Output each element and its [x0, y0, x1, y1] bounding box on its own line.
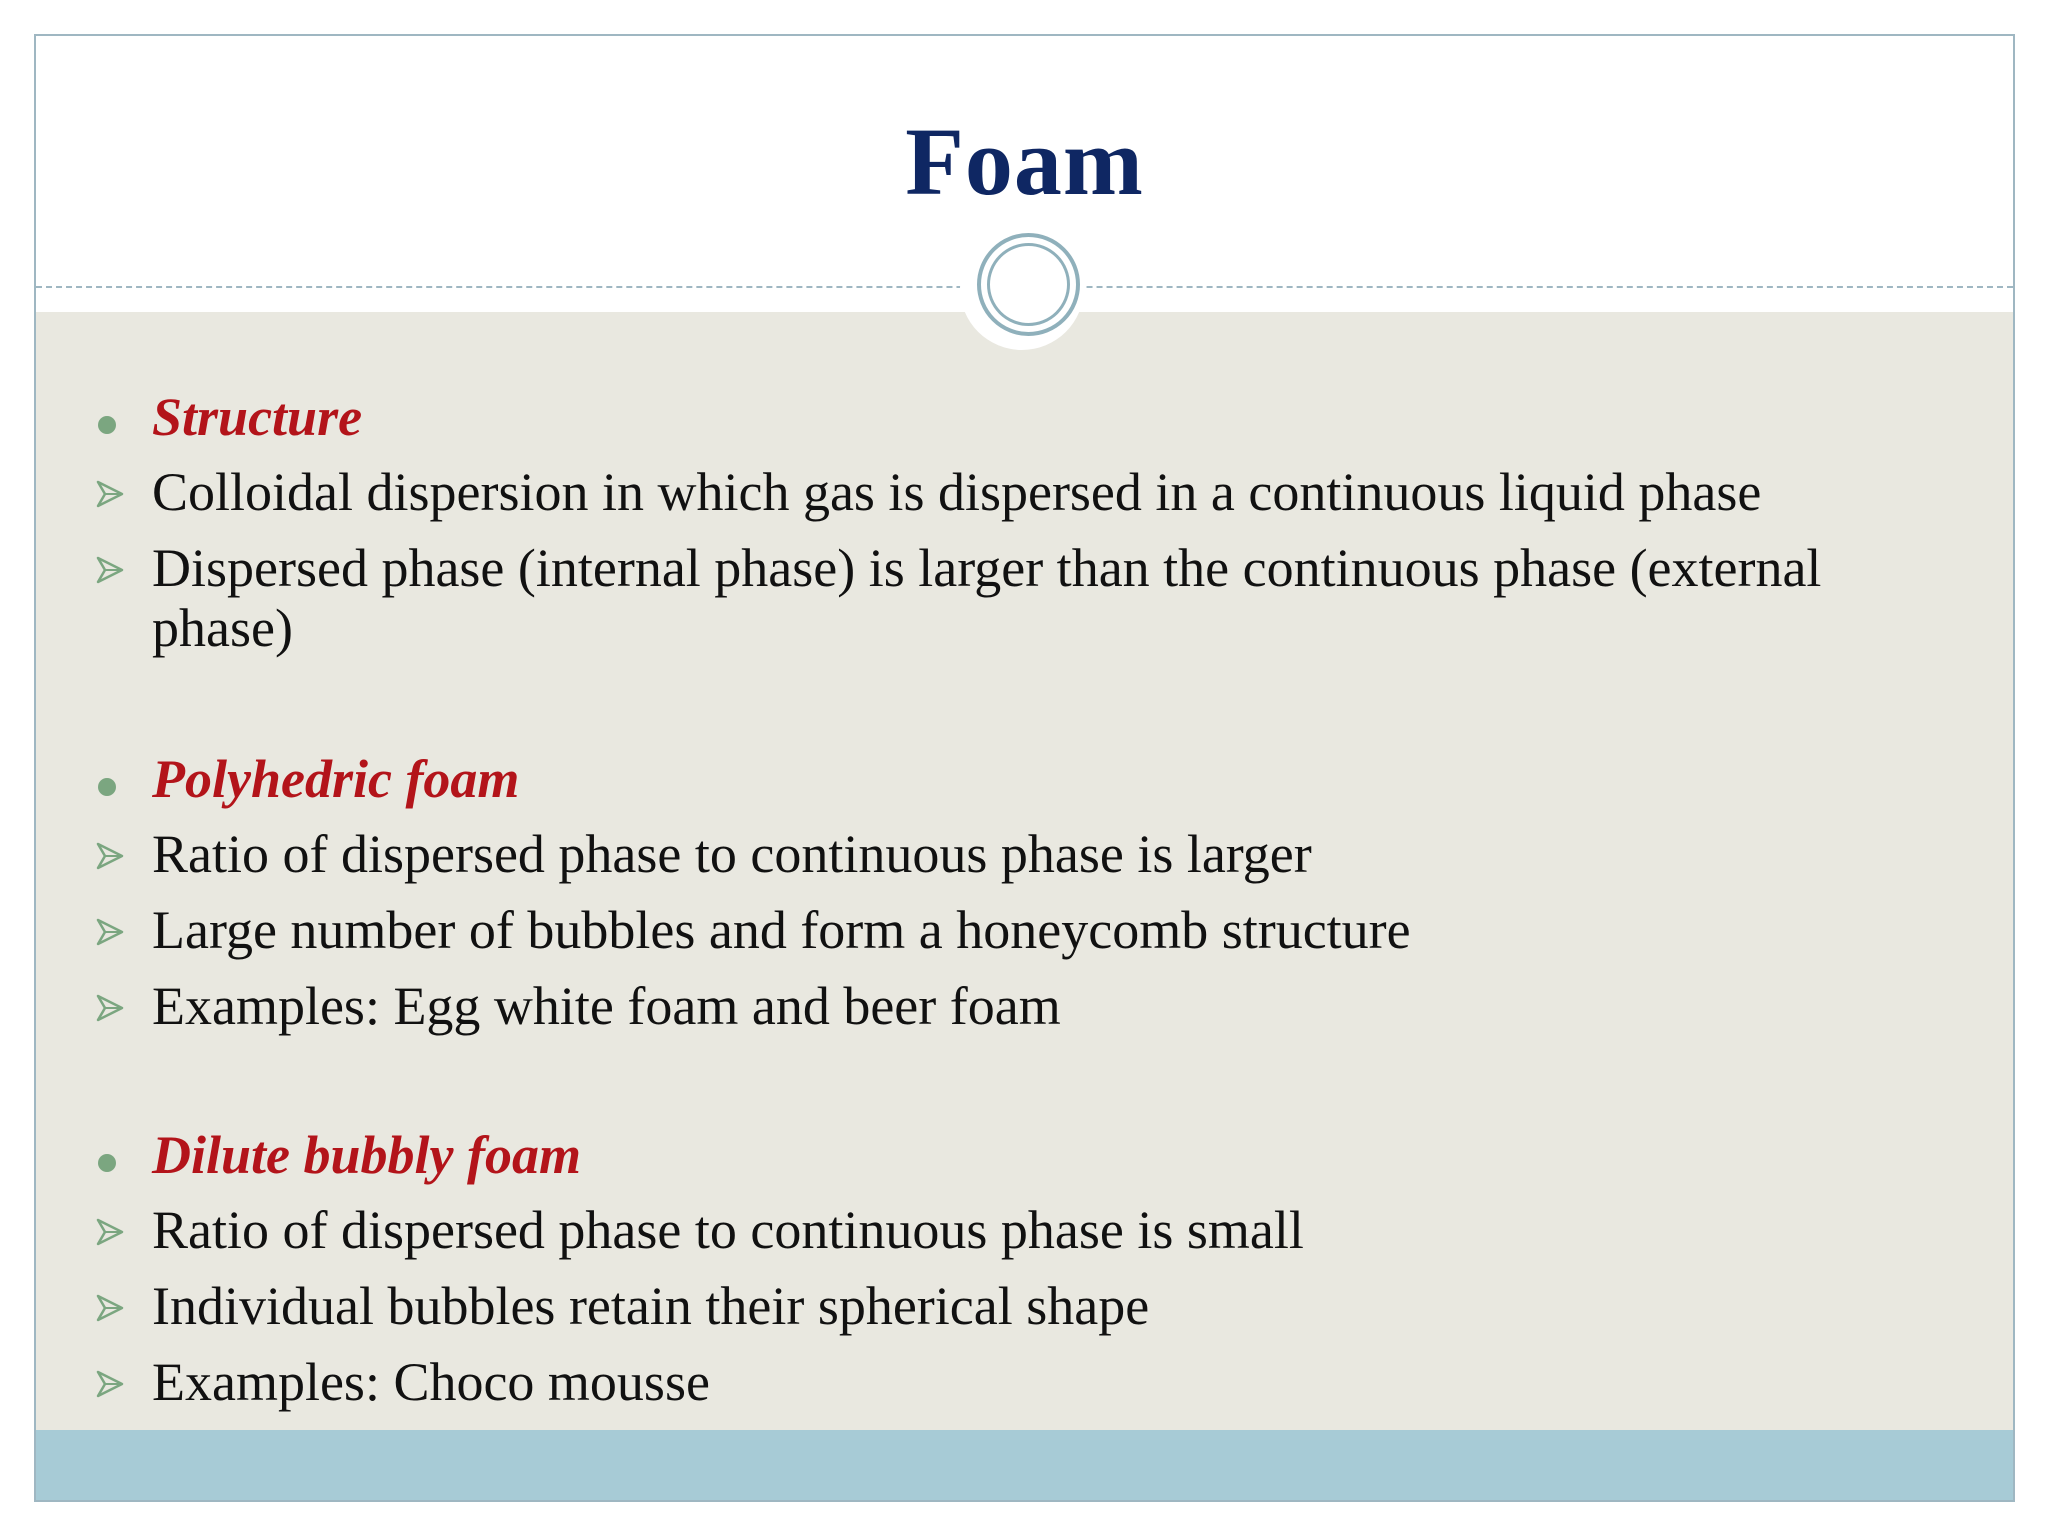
arrow-bullet-icon	[94, 992, 126, 1024]
section-heading: Dilute bubbly foam	[152, 1125, 581, 1185]
list-item-text: Individual bubbles retain their spherical shape	[152, 1276, 1150, 1336]
bullet-dot-icon	[98, 1154, 116, 1172]
list-item-text: Examples: Choco mousse	[152, 1352, 710, 1412]
list-item-text: Colloidal dispersion in which gas is dispersed in a continuous liquid phase	[152, 462, 1762, 522]
slide	[34, 34, 2015, 1502]
section-heading: Structure	[152, 387, 363, 447]
circle-ornament-inner	[987, 243, 1070, 326]
circle-ornament-icon	[977, 233, 1080, 336]
content-area	[36, 312, 2013, 1434]
footer-band	[36, 1430, 2013, 1500]
list-item-text: Ratio of dispersed phase to continuous phase is small	[152, 1200, 1304, 1260]
arrow-bullet-icon	[94, 1368, 126, 1400]
list-item-text: Examples: Egg white foam and beer foam	[152, 976, 1061, 1036]
list-item-text: Dispersed phase (internal phase) is larger than the continuous phase (external phase)	[152, 538, 1822, 658]
arrow-bullet-icon	[94, 554, 126, 586]
slide-title: Foam	[905, 108, 1144, 215]
list-item-text: Large number of bubbles and form a honeycomb structure	[152, 900, 1411, 960]
arrow-bullet-icon	[94, 1216, 126, 1248]
bullet-dot-icon	[98, 416, 116, 434]
arrow-bullet-icon	[94, 478, 126, 510]
arrow-bullet-icon	[94, 916, 126, 948]
arrow-bullet-icon	[94, 1292, 126, 1324]
arrow-bullet-icon	[94, 840, 126, 872]
bullet-dot-icon	[98, 778, 116, 796]
section-heading: Polyhedric foam	[152, 749, 520, 809]
list-item-text: Ratio of dispersed phase to continuous phase is larger	[152, 824, 1312, 884]
